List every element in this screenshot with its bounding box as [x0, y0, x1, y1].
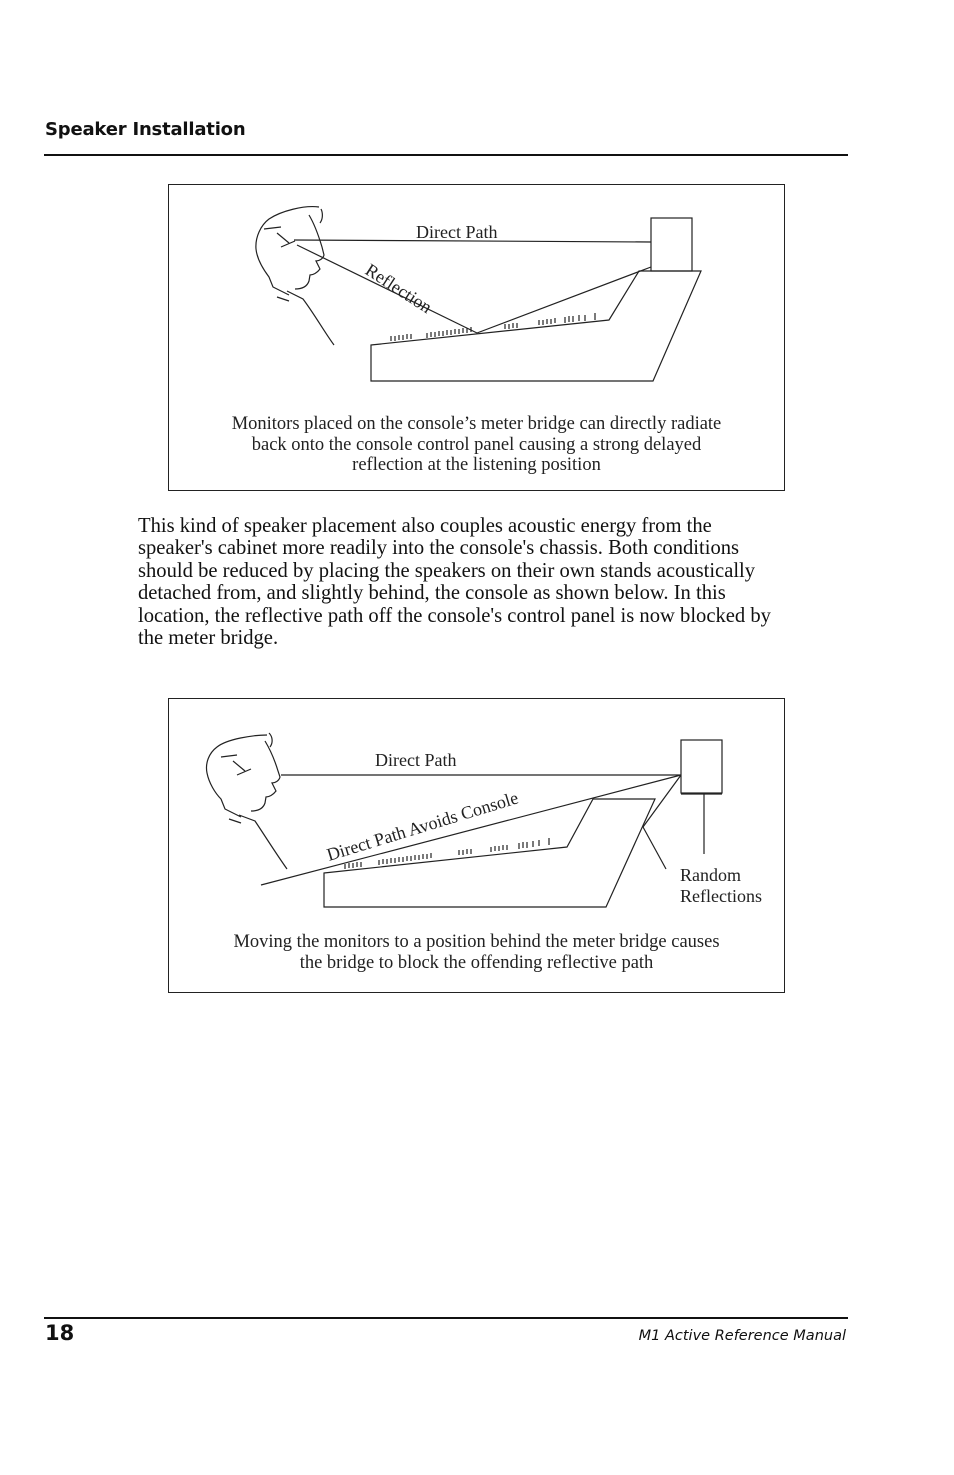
- label-direct-path: Direct Path: [416, 222, 498, 242]
- paragraph-line: speaker's cabinet more readily into the console's chassis. Both conditions: [138, 537, 740, 560]
- figure1-caption: [169, 414, 784, 476]
- figure2-caption: [169, 932, 784, 973]
- caption-line: Moving the monitors to a position behind the meter bridge causes: [233, 932, 720, 952]
- direct-path-avoids-line: [261, 775, 681, 885]
- label-reflection: Reflection: [361, 259, 436, 318]
- body-paragraph: [138, 515, 838, 649]
- caption-line: the bridge to block the offending reflective path: [299, 952, 654, 973]
- caption-line: Monitors placed on the console’s meter bridge can directly radiate: [231, 414, 722, 434]
- paragraph-line: location, the reflective path off the console's control panel is now blocked by: [138, 604, 771, 627]
- figure-speaker-behind-bridge: [168, 698, 785, 993]
- label-reflections: Reflections: [680, 886, 762, 906]
- paragraph-line: This kind of speaker placement also couples acoustic energy from the: [138, 515, 712, 537]
- label-random: Random: [680, 865, 741, 885]
- figure-meter-bridge-reflection: [168, 184, 785, 491]
- section-title: Speaker Installation: [45, 119, 246, 140]
- manual-title: M1 Active Reference Manual: [638, 1328, 846, 1344]
- caption-line: back onto the console control panel causing a strong delayed: [251, 434, 702, 455]
- label-direct-path: Direct Path: [375, 750, 457, 770]
- paragraph-line: the meter bridge.: [138, 627, 279, 650]
- random-reflection-pointer: [643, 827, 666, 869]
- head-outline: [206, 735, 267, 817]
- speaker-box: [681, 740, 722, 793]
- label-direct-path-avoids-console: Direct Path Avoids Console: [324, 787, 521, 865]
- page-number: 18: [45, 1321, 75, 1345]
- reflection-line-b: [477, 267, 651, 333]
- footer-rule: [44, 1317, 848, 1319]
- header-rule: [44, 154, 848, 156]
- paragraph-line: should be reduced by placing the speakers on their own stands acoustically: [138, 559, 756, 582]
- speaker-box: [651, 218, 692, 271]
- console-outline: [371, 271, 701, 381]
- paragraph-line: detached from, and slightly behind, the console as shown below. In this: [138, 582, 726, 605]
- caption-line: reflection at the listening position: [352, 455, 601, 475]
